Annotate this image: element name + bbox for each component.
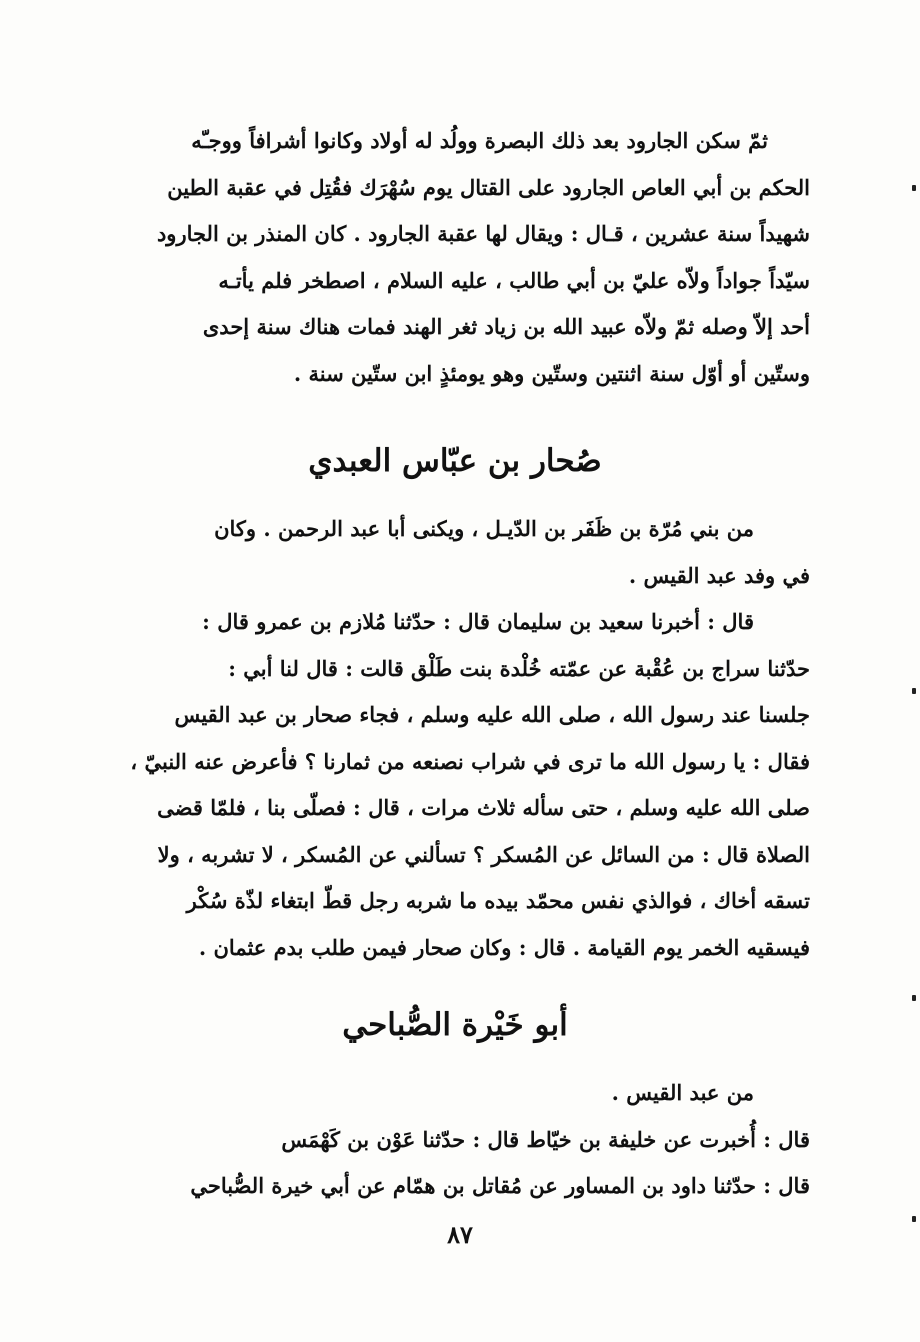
text-line: فقال : يا رسول الله ما ترى في شراب نصنعه من ثمارنا ؟ فأعرض عنه النبيّ ،	[130, 748, 810, 774]
scan-mark	[912, 688, 916, 694]
text-line: شهيداً سنة عشرين ، قـال : ويقال لها عقبة الجارود . كان المنذر بن الجارود	[156, 221, 810, 246]
text-line: من عبد القيس .	[611, 1080, 754, 1105]
text-line: صلى الله عليه وسلم ، حتى سأله ثلاث مرات ، قال : فصلّى بنا ، فلمّا قضى	[157, 795, 810, 820]
page-number: ٨٧	[447, 1220, 473, 1249]
text-line: الحكم بن أبي العاص الجارود على القتال يوم سُهْرَك فقُتِل في عقبة الطين	[167, 174, 810, 200]
text-line: في وفد عبد القيس .	[628, 562, 810, 588]
text-line: من بني مُرّة بن ظَفَر بن الدّيـل ، ويكنى أبا عبد الرحمن . وكان	[214, 516, 754, 541]
text-line: فيسقيه الخمر يوم القيامة . قال : وكان صحار فيمن طلب بدم عثمان .	[198, 934, 810, 960]
text-line: ثمّ سكن الجارود بعد ذلك البصرة وولُد له أولاد وكانوا أشرافاً ووجـّه	[191, 128, 768, 153]
text-line: قال : أخبرنا سعيد بن سليمان قال : حدّثنا مُلازم بن عمرو قال :	[202, 609, 754, 634]
paragraph-suhar	[100, 506, 810, 971]
paragraph-abu-khayra	[100, 1070, 810, 1210]
text-line: جلسنا عند رسول الله ، صلى الله عليه وسلم ، فجاء صحار بن عبد القيس	[174, 702, 810, 727]
section-heading-suhar: صُحار بن عبّاس العبدي	[308, 443, 602, 479]
text-line: سيّداً جواداً ولاّه عليّ بن أبي طالب ، عليه السلام ، اصطخر فلم يأتـه	[218, 267, 810, 293]
scan-mark	[912, 995, 916, 1001]
scan-mark	[912, 185, 916, 191]
text-line: قال : أُخبرت عن خليفة بن خيّاط قال : حدّثنا عَوْن بن كَهْمَس	[281, 1126, 810, 1152]
text-line: وستّين أو أوّل سنة اثنتين وستّين وهو يومئذٍ ابن ستّين سنة .	[293, 360, 810, 386]
text-line: حدّثنا سراج بن عُقْبة عن عمّته خُلْدة بنت طَلْق قالت : قال لنا أبي :	[228, 655, 810, 681]
text-line: أحد إلاّ وصله ثمّ ولاّه عبيد الله بن زياد ثغر الهند فمات هناك سنة إحدى	[202, 314, 810, 339]
section-heading-abu-khayra: أبو خَيْرة الصُّباحي	[342, 1007, 568, 1043]
paragraph-jarud	[100, 118, 810, 397]
text-line: الصلاة قال : من السائل عن المُسكر ؟ تسألني عن المُسكر ، لا تشربه ، ولا	[157, 841, 810, 867]
text-line: تسقه أخاك ، فوالذي نفس محمّد بيده ما شربه رجل قطّ ابتغاء لذّة سُكْر	[186, 888, 810, 913]
text-line: قال : حدّثنا داود بن المساور عن مُقاتل بن همّام عن أبي خيرة الصُّباحي	[190, 1173, 810, 1198]
scan-mark	[912, 1216, 916, 1222]
